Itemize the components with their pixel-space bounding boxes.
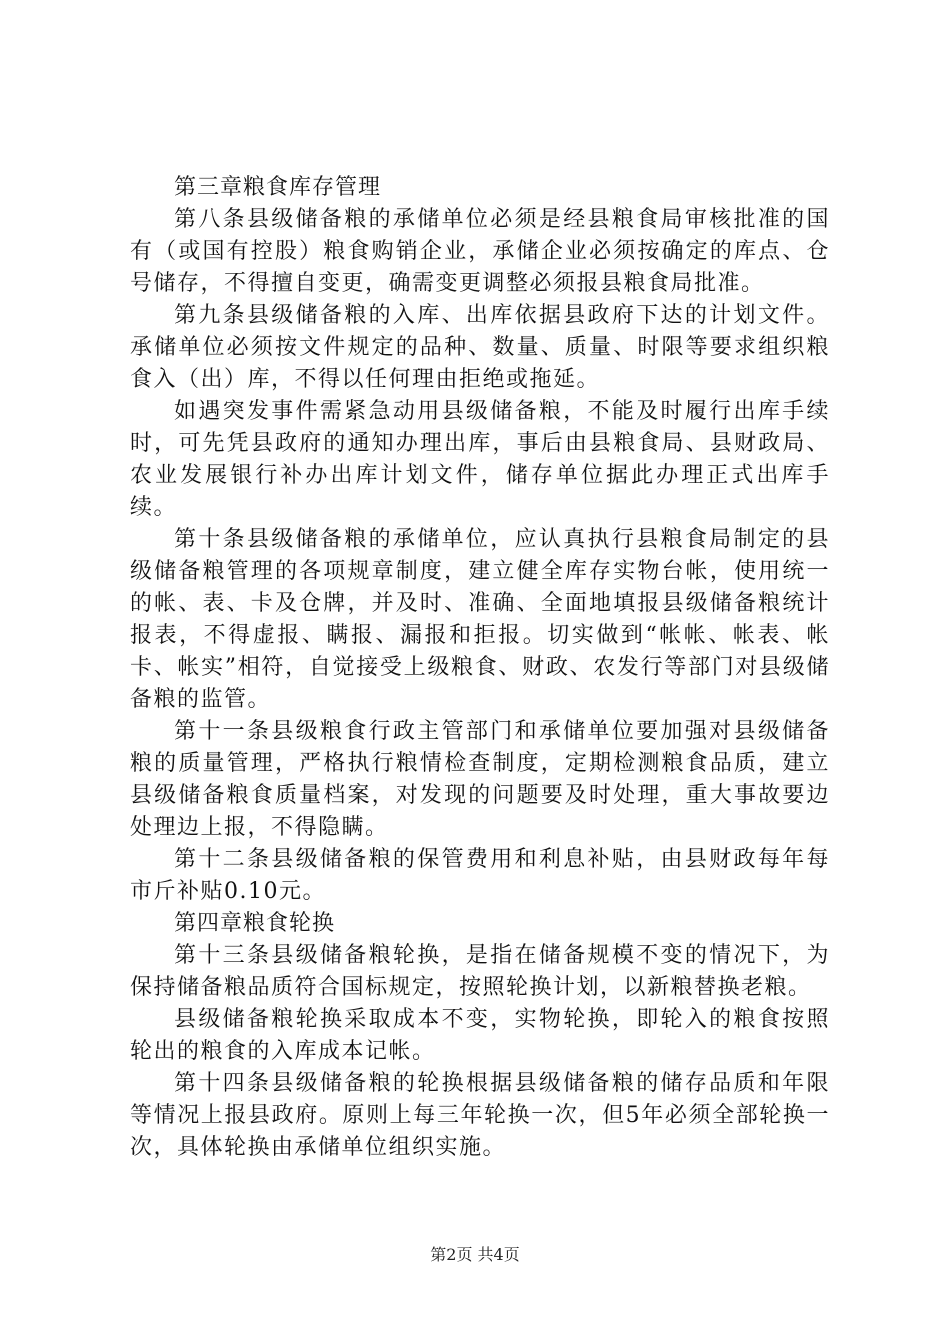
article-9: 第九条县级储备粮的入库、出库依据县政府下达的计划文件。承储单位必须按文件规定的品种、数量、质量、时限等要求组织粮食入（出）库，不得以任何理由拒绝或拖延。 [130,303,830,392]
chapter-heading-3: 第三章粮食库存管理 [174,175,382,200]
article-11: 第十一条县级粮食行政主管部门和承储单位要加强对县级储备粮的质量管理，严格执行粮情检查制度，定期检测粮食品质，建立县级储备粮食质量档案，对发现的问题要及时处理，重大事故要边处理边上报，不得隐瞒。 [130,719,830,840]
chapter-heading-4: 第四章粮食轮换 [174,911,336,936]
page-number-footer: 第2页 共4页 [430,1245,520,1264]
article-9-emergency: 如遇突发事件需紧急动用县级储备粮，不能及时履行出库手续时，可先凭县政府的通知办理出库，事后由县粮食局、县财政局、农业发展银行补办出库计划文件，储存单位据此办理正式出库手续。 [130,399,830,520]
article-10: 第十条县级储备粮的承储单位，应认真执行县粮食局制定的县级储备粮管理的各项规章制度，建立健全库存实物台帐，使用统一的帐、表、卡及仓牌，并及时、准确、全面地填报县级储备粮统计报表，不得虚报、瞒报、漏报和拒报。切实做到“帐帐、帐表、帐卡、帐实”相符，自觉接受上级粮食、财政、农发行等部门对县级储备粮的监管。 [130,527,830,712]
article-13-cost: 县级储备粮轮换采取成本不变，实物轮换，即轮入的粮食按照轮出的粮食的入库成本记帐。 [130,1007,830,1064]
article-13: 第十三条县级储备粮轮换，是指在储备规模不变的情况下，为保持储备粮品质符合国标规定，按照轮换计划，以新粮替换老粮。 [130,943,830,1000]
article-14: 第十四条县级储备粮的轮换根据县级储备粮的储存品质和年限等情况上报县政府。原则上每三年轮换一次，但5年必须全部轮换一次，具体轮换由承储单位组织实施。 [130,1071,830,1160]
article-12: 第十二条县级储备粮的保管费用和利息补贴，由县财政每年每市斤补贴0.10元。 [130,847,830,904]
article-8: 第八条县级储备粮的承储单位必须是经县粮食局审核批准的国有（或国有控股）粮食购销企业，承储企业必须按确定的库点、仓号储存，不得擅自变更，确需变更调整必须报县粮食局批准。 [130,207,830,296]
document-body [130,172,830,1164]
